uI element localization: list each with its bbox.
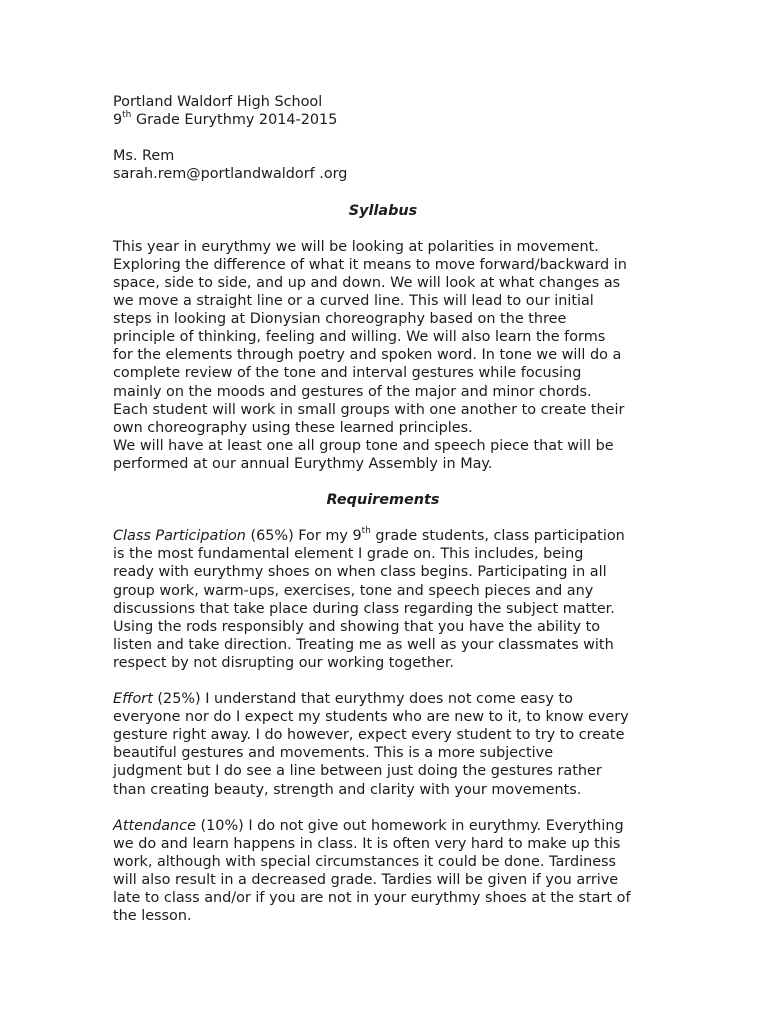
- attendance-line: work, although with special circumstances it could be done. Tardiness: [113, 853, 617, 870]
- participation-line: discussions that take place during class regarding the subject matter.: [113, 600, 615, 617]
- participation-line: group work, warm-ups, exercises, tone and speech pieces and any: [113, 582, 594, 599]
- participation-line: ready with eurythmy shoes on when class begins. Participating in all: [113, 564, 607, 581]
- school-name: Portland Waldorf High School: [113, 94, 323, 110]
- syllabus-line: steps in looking at Dionysian choreography based on the three: [113, 311, 567, 328]
- syllabus-line: This year in eurythmy we will be looking at polarities in movement.: [113, 238, 599, 255]
- teacher-name: Ms. Rem: [113, 148, 175, 165]
- syllabus-line: own choreography using these learned principles.: [113, 419, 473, 436]
- effort-term: Effort: [113, 691, 153, 708]
- attendance-line: we do and learn happens in class. It is often very hard to make up this: [113, 835, 621, 852]
- participation-paragraph: [113, 527, 658, 672]
- participation-line: is the most fundamental element I grade on. This includes, being: [113, 546, 584, 563]
- syllabus-paragraph: [113, 238, 658, 473]
- syllabus-line: for the elements through poetry and spoken word. In tone we will do a: [113, 347, 622, 364]
- effort-line: judgment but I do see a line between just doing the gestures rather: [113, 763, 602, 780]
- syllabus-line: We will have at least one all group tone and speech piece that will be: [113, 437, 614, 454]
- teacher-email: sarah.rem@portlandwaldorf .org: [113, 166, 348, 183]
- requirements-heading: Requirements: [326, 492, 440, 509]
- document-body: [113, 93, 658, 925]
- syllabus-line: complete review of the tone and interval gestures while focusing: [113, 365, 582, 382]
- participation-first-line: Class Participation (65%) For my 9th grade students, class participation: [113, 526, 625, 545]
- effort-line: than creating beauty, strength and clarity with your movements.: [113, 781, 582, 798]
- attendance-term: Attendance: [113, 817, 196, 834]
- attendance-line: the lesson.: [113, 908, 192, 925]
- course-title: 9th Grade Eurythmy 2014-2015: [113, 110, 338, 129]
- attendance-line: will also result in a decreased grade. Tardies will be given if you arrive: [113, 872, 619, 889]
- syllabus-line: Exploring the difference of what it means to move forward/backward in: [113, 256, 627, 273]
- effort-line: everyone nor do I expect my students who are new to it, to know every: [113, 709, 629, 726]
- participation-line: respect by not disrupting our working together.: [113, 654, 454, 671]
- syllabus-line: space, side to side, and up and down. We will look at what changes as: [113, 274, 621, 291]
- participation-term: Class Participation: [113, 528, 246, 545]
- participation-line: Using the rods responsibly and showing that you have the ability to: [113, 618, 601, 635]
- effort-line: beautiful gestures and movements. This is a more subjective: [113, 745, 554, 762]
- effort-paragraph: [113, 690, 658, 799]
- attendance-line: late to class and/or if you are not in your eurythmy shoes at the start of: [113, 890, 631, 907]
- attendance-first-line: Attendance (10%) I do not give out homework in eurythmy. Everything: [113, 817, 624, 834]
- effort-line: gesture right away. I do however, expect every student to try to create: [113, 727, 625, 744]
- syllabus-line: mainly on the moods and gestures of the major and minor chords.: [113, 383, 592, 400]
- letterhead: [113, 93, 658, 183]
- attendance-paragraph: [113, 817, 658, 926]
- syllabus-line: principle of thinking, feeling and willing. We will also learn the forms: [113, 329, 606, 346]
- syllabus-line: Each student will work in small groups with one another to create their: [113, 401, 625, 418]
- effort-first-line: Effort (25%) I understand that eurythmy does not come easy to: [113, 691, 573, 708]
- participation-line: listen and take direction. Treating me as well as your classmates with: [113, 636, 614, 653]
- syllabus-heading: Syllabus: [348, 202, 418, 219]
- syllabus-line: performed at our annual Eurythmy Assembly in May.: [113, 455, 493, 472]
- syllabus-line: we move a straight line or a curved line. This will lead to our initial: [113, 293, 594, 310]
